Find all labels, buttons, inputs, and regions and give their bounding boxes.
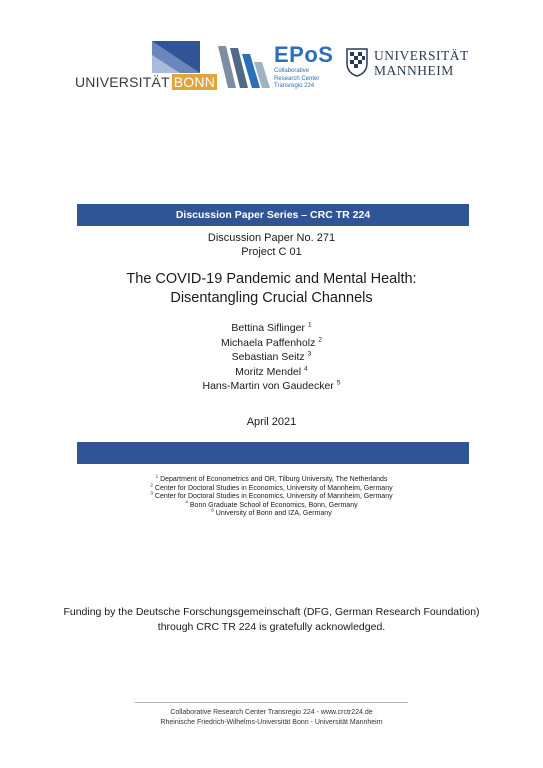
bonn-logo-mark-icon [152,41,200,73]
author-name: Bettina Siflinger [231,322,305,334]
mannheim-line1: UNIVERSITÄT [374,48,469,63]
author-name: Hans-Martin von Gaudecker [202,380,334,392]
author [0,350,543,365]
affiliation-mark: 5 [211,507,214,513]
author-name: Michaela Paffenholz [220,336,316,349]
mannheim-wordmark [374,48,469,78]
footer [0,708,543,728]
paper-title [0,270,543,308]
mannheim-crest-icon [344,47,370,77]
affiliation-mark: 2 [150,482,153,488]
affiliation-text: Department of Econometrics and OR, Tilburg University, The Netherlands [160,476,388,483]
bonn-wordmark-highlight: BONN [173,74,216,90]
affiliation [0,507,543,519]
author [0,321,543,336]
affiliation-mark: 3 [150,490,153,496]
bonn-wordmark [75,74,217,91]
mannheim-line2: MANNHEIM [374,63,454,78]
funding-line-1: Funding by the Deutsche Forschungsgemeinschaft (DFG, German Research Foundation) [63,606,480,618]
footer-divider [135,702,408,703]
university-mannheim-logo [344,45,469,81]
affiliation-text: University of Bonn and IZA, Germany [215,510,332,517]
author-name: Moritz Mendel [235,365,302,378]
paper-date: April 2021 [246,416,297,428]
epos-logo [216,42,334,94]
paper-meta [0,231,543,259]
series-label: Discussion Paper Series – CRC TR 224 [175,209,371,221]
affiliation [0,482,543,494]
funding-acknowledgement [0,605,543,634]
title-line-2: Disentangling Crucial Channels [170,290,373,306]
affiliation-text: Center for Doctoral Studies in Economics, University of Mannheim, Germany [154,493,393,500]
author [0,336,543,351]
epos-subtitle: Collaborative Research Center Transregio 224 [274,68,320,89]
author [0,379,543,394]
author-name: Sebastian Seitz [231,351,305,363]
affiliation-mark: 1 [155,473,159,479]
epos-title: EPoS [274,42,334,67]
footer-line-2: Rheinische Friedrich-Wilhelms-Universität Bonn - Universität Mannheim [160,719,383,726]
bonn-wordmark-text: UNIVERSITÄT [75,74,170,90]
funding-line-2: through CRC TR 224 is gratefully acknowledged. [157,620,386,633]
epos-logo-mark-icon [216,44,272,90]
affiliation-text: Bonn Graduate School of Economics, Bonn, Germany [189,501,358,509]
affiliation [0,499,543,511]
paper-number: Discussion Paper No. 271 [207,232,336,244]
author-mark: 1 [307,321,312,329]
footer-line-1: Collaborative Research Center Transregio 224 - www.crctr224.de [170,709,373,716]
affiliation-text: Center for Doctoral Studies in Economics, University of Mannheim, Germany [154,484,393,492]
series-banner [77,204,469,226]
author-mark: 2 [318,336,323,343]
author [0,365,543,380]
author-mark: 3 [307,350,312,358]
university-bonn-logo [75,41,216,91]
author-mark: 4 [304,365,308,372]
affiliation-list [0,473,543,519]
author-mark: 5 [336,379,341,387]
affiliation-mark: 4 [185,499,188,505]
author-list [0,321,543,394]
project-id: Project C 01 [241,246,302,258]
bottom-banner [77,442,469,464]
title-line-1: The COVID-19 Pandemic and Mental Health: [126,271,417,287]
